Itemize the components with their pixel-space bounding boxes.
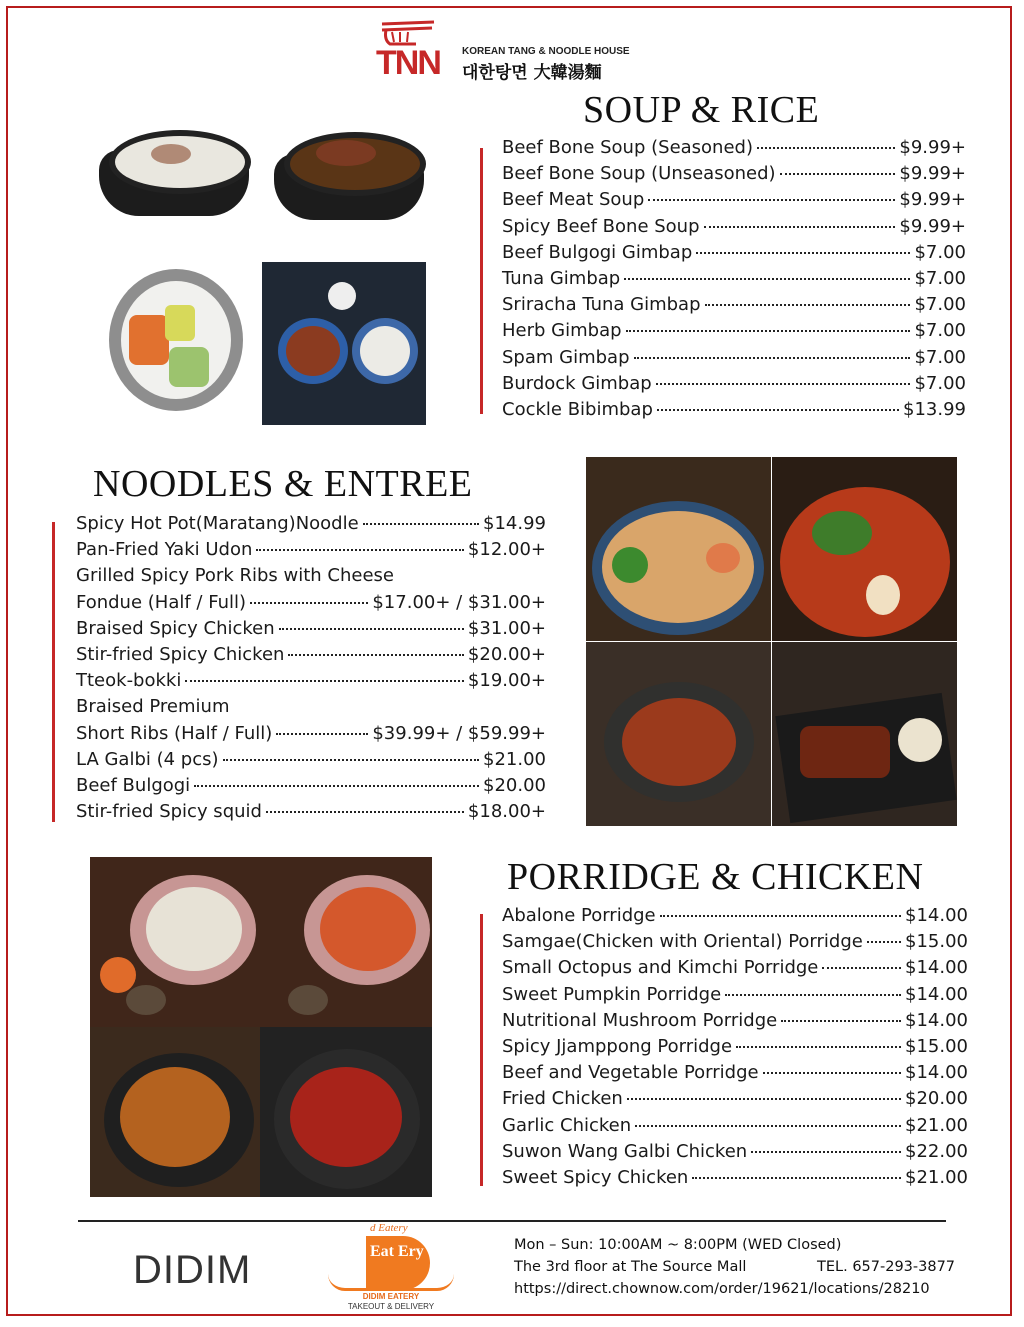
menu-item-name: Samgae(Chicken with Oriental) Porridge [502, 931, 863, 953]
menu-item-price: $18.00+ [467, 801, 546, 823]
menu-item [502, 1088, 968, 1114]
menu-item [502, 373, 966, 399]
photo-cockle-bibimbap [262, 262, 426, 425]
menu-item [502, 242, 966, 268]
photo-beef-bone-soup [95, 116, 253, 216]
dot-leader [757, 147, 895, 149]
menu-item [502, 347, 966, 373]
photo-tteokbokki [772, 457, 957, 641]
menu-item-price: $14.00 [905, 957, 968, 979]
menu-item-price: $21.00 [483, 748, 546, 770]
dot-leader [656, 383, 911, 385]
store-phone: TEL. 657-293-3877 [817, 1259, 956, 1275]
menu-item-price: $14.00 [905, 905, 968, 926]
menu-item-price: $9.99+ [899, 137, 966, 158]
menu-item [76, 670, 546, 696]
photo-sweet-spicy-chicken [260, 1027, 432, 1197]
dot-leader [648, 199, 895, 201]
menu-item-price: $15.00 [905, 931, 968, 953]
menu-item [502, 163, 966, 189]
menu-item-price: $7.00 [914, 320, 966, 342]
menu-item-price: $21.00 [905, 1114, 968, 1136]
logo-subtitle: KOREAN TANG & NOODLE HOUSE [462, 46, 630, 57]
menu-item-price: $13.99 [903, 398, 966, 420]
menu-item-price: $7.00 [914, 267, 966, 289]
didim-eatery-logo: d Eatery Eat Ery DIDIM EATERY TAKEOUT & DELIVERY [326, 1222, 456, 1322]
dot-leader [867, 941, 901, 943]
menu-item-name: Fried Chicken [502, 1088, 623, 1110]
dot-leader [657, 409, 899, 411]
menu-item-price: $9.99+ [899, 189, 966, 211]
menu-item [502, 1062, 968, 1088]
dot-leader [256, 549, 464, 551]
dot-leader [266, 811, 464, 813]
menu-item-name: Abalone Porridge [502, 905, 656, 926]
menu-list-soup-rice [502, 137, 966, 425]
photo-fried-chicken [90, 1027, 260, 1197]
dot-leader [692, 1177, 901, 1179]
menu-item-price: $14.00 [905, 1062, 968, 1084]
menu-item-price: $7.00 [914, 372, 966, 394]
menu-item-price: $20.00 [483, 774, 546, 796]
dot-leader [363, 523, 479, 525]
restaurant-logo [372, 18, 630, 83]
menu-item-name: Sriracha Tuna Gimbap [502, 294, 701, 316]
store-hours: Mon – Sun: 10:00AM ~ 8:00PM (WED Closed) [514, 1237, 842, 1253]
menu-item-name: Tteok-bokki [76, 670, 182, 692]
menu-item [502, 320, 966, 346]
dot-leader [781, 1020, 901, 1022]
menu-item-name: Sweet Pumpkin Porridge [502, 983, 722, 1005]
menu-item-price: $7.00 [914, 241, 966, 263]
menu-item [502, 137, 966, 163]
menu-item [502, 905, 968, 931]
section-title-porridge-chicken: PORRIDGE & CHICKEN [507, 856, 924, 898]
menu-item [502, 1036, 968, 1062]
store-location: The 3rd floor at The Source Mall [514, 1259, 747, 1275]
photo-la-galbi [772, 642, 957, 826]
menu-item-price: $22.00 [905, 1140, 968, 1162]
photo-kimchi-porridge [260, 857, 432, 1027]
dot-leader [276, 733, 368, 735]
section-accent-bar [480, 914, 483, 1186]
menu-item-price: $14.99 [483, 513, 546, 534]
dot-leader [634, 357, 911, 359]
photo-gimbap [105, 265, 247, 415]
menu-item-price: $14.00 [905, 1009, 968, 1031]
menu-item-name: Pan-Fried Yaki Udon [76, 539, 253, 561]
menu-item [502, 1115, 968, 1141]
menu-item [502, 984, 968, 1010]
dot-leader [705, 304, 911, 306]
photo-spicy-beef-soup [270, 120, 428, 220]
menu-item-name: Beef Bulgogi Gimbap [502, 241, 693, 263]
menu-item [502, 957, 968, 983]
menu-item-name: Spicy Beef Bone Soup [502, 215, 700, 237]
menu-item-price: $7.00 [914, 294, 966, 316]
menu-item [76, 539, 546, 565]
menu-item-name: Fondue (Half / Full) [76, 591, 246, 613]
logo-tnn: TNN [376, 44, 440, 82]
menu-item-price: $15.00 [905, 1035, 968, 1057]
dot-leader [250, 602, 368, 604]
menu-item-name: Stir-fried Spicy squid [76, 801, 262, 823]
menu-item [76, 618, 546, 644]
menu-item-name: Small Octopus and Kimchi Porridge [502, 957, 819, 979]
menu-item-price: $39.99+ / $59.99+ [372, 722, 546, 744]
menu-item-price: $12.00+ [467, 539, 546, 561]
section-accent-bar [52, 522, 55, 822]
menu-item [76, 775, 546, 801]
menu-item-price: $20.00+ [467, 643, 546, 665]
photo-abalone-porridge [90, 857, 260, 1027]
dot-leader [185, 680, 464, 682]
section-accent-bar [480, 148, 483, 414]
menu-item-name: Braised Spicy Chicken [76, 617, 275, 639]
dot-leader [223, 759, 479, 761]
menu-item [76, 592, 546, 618]
menu-item [76, 723, 546, 749]
dot-leader [635, 1125, 901, 1127]
dot-leader [627, 1098, 901, 1100]
dot-leader [822, 967, 901, 969]
menu-list-porridge-chicken [502, 905, 968, 1193]
section-title-noodles-entree: NOODLES & ENTREE [93, 463, 473, 505]
dot-leader [194, 785, 479, 787]
menu-item-price: $9.99+ [899, 215, 966, 237]
dot-leader [780, 173, 896, 175]
menu-item-name: Tuna Gimbap [502, 267, 621, 289]
dot-leader [279, 628, 464, 630]
dot-leader [736, 1046, 901, 1048]
menu-item [502, 931, 968, 957]
menu-item [76, 644, 546, 670]
menu-item-price: $21.00 [905, 1166, 968, 1188]
photo-maratang-noodle [586, 457, 771, 641]
menu-item-name: Garlic Chicken [502, 1114, 632, 1136]
menu-item [502, 1167, 968, 1193]
store-info [514, 1234, 956, 1300]
menu-item [502, 268, 966, 294]
dot-leader [288, 654, 463, 656]
dot-leader [751, 1151, 901, 1153]
menu-item-name: LA Galbi (4 pcs) [76, 748, 219, 770]
menu-item [502, 399, 966, 425]
menu-item-price: $9.99+ [899, 163, 966, 185]
menu-item-name: Short Ribs (Half / Full) [76, 722, 273, 744]
menu-item-name: Cockle Bibimbap [502, 398, 653, 420]
menu-item-price: $17.00+ / $31.00+ [372, 591, 546, 613]
photo-braised-short-ribs [586, 642, 771, 826]
menu-item-name: Burdock Gimbap [502, 372, 652, 394]
menu-item [502, 294, 966, 320]
menu-item [502, 1010, 968, 1036]
menu-item-name: Sweet Spicy Chicken [502, 1166, 689, 1188]
menu-item-name: Beef Bone Soup (Unseasoned) [502, 163, 776, 185]
dot-leader [660, 915, 901, 917]
dot-leader [763, 1072, 901, 1074]
footer-divider [78, 1220, 946, 1222]
order-url[interactable]: https://direct.chownow.com/order/19621/locations/28210 [514, 1281, 930, 1297]
menu-item [76, 696, 546, 722]
dot-leader [704, 226, 896, 228]
menu-item-price: $14.00 [905, 983, 968, 1005]
menu-item-price: $19.00+ [467, 670, 546, 692]
menu-item-price: $20.00 [905, 1088, 968, 1110]
menu-item-name: Spam Gimbap [502, 346, 630, 368]
dot-leader [725, 994, 901, 996]
menu-item [76, 801, 546, 827]
dot-leader [624, 278, 910, 280]
menu-item-name: Beef Bone Soup (Seasoned) [502, 137, 753, 158]
section-title-soup-rice: SOUP & RICE [583, 89, 820, 131]
menu-item-name: Herb Gimbap [502, 320, 622, 342]
menu-item [76, 749, 546, 775]
menu-list-noodles-entree [76, 513, 546, 827]
menu-item [76, 513, 546, 539]
menu-item-price: $31.00+ [467, 617, 546, 639]
menu-item-name: Beef and Vegetable Porridge [502, 1062, 759, 1084]
menu-item [502, 189, 966, 215]
menu-item-price: $7.00 [914, 346, 966, 368]
menu-item-name: Spicy Jjamppong Porridge [502, 1035, 733, 1057]
menu-item-name: Suwon Wang Galbi Chicken [502, 1140, 748, 1162]
dot-leader [626, 330, 911, 332]
logo-korean: 대한탕면 大韓湯麵 [462, 63, 602, 83]
menu-item-name: Spicy Hot Pot(Maratang)Noodle [76, 513, 359, 534]
menu-item-name: Stir-fried Spicy Chicken [76, 643, 285, 665]
menu-item-name: Beef Bulgogi [76, 774, 191, 796]
menu-item [502, 1141, 968, 1167]
menu-item [76, 565, 546, 591]
menu-item-name: Braised Premium [76, 696, 230, 718]
didim-logo: DIDIM [133, 1248, 252, 1292]
menu-item-name: Grilled Spicy Pork Ribs with Cheese [76, 565, 394, 587]
menu-item-name: Beef Meat Soup [502, 189, 645, 211]
dot-leader [696, 252, 910, 254]
menu-item-name: Nutritional Mushroom Porridge [502, 1009, 778, 1031]
menu-item [502, 216, 966, 242]
